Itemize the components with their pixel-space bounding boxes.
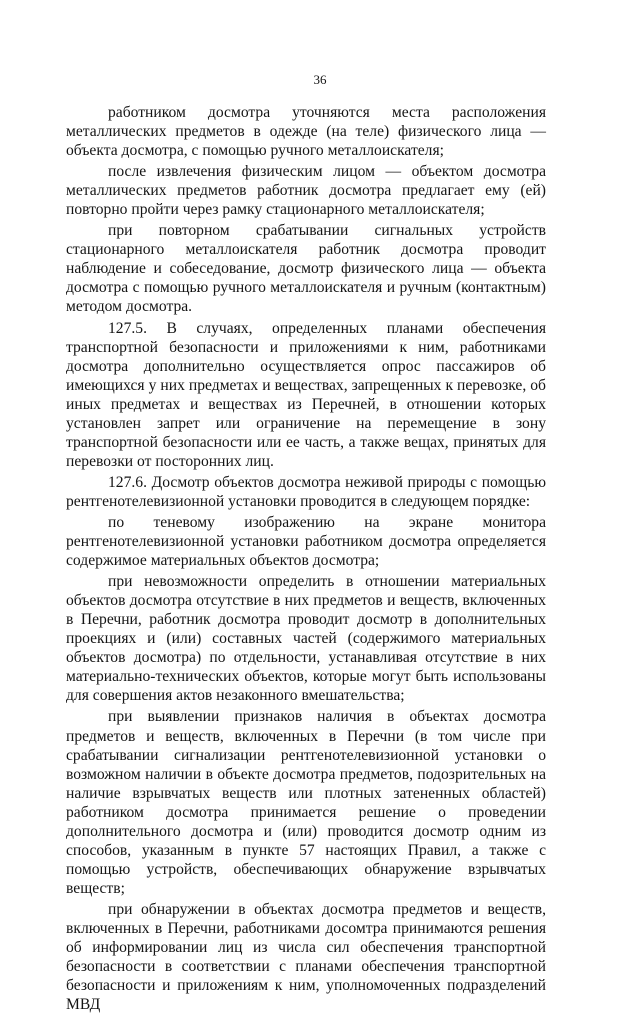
paragraph: при невозможности определить в отношении материальных объектов досмотра отсутствие в них предметов и веществ, включенных в Перечни, работник досмотра проводит досмотр в дополнительных проекциях и (или) составных частей (содержимого материальных объектов досмотра) по отдельности, устанавливая отсутствие в них материально-технических объектов, которые могут быть использованы для совершения актов незаконного вмешательства; — [66, 573, 546, 705]
paragraph: при выявлении признаков наличия в объектах досмотра предметов и веществ, включенных в Перечни (в том числе при срабатывании сигнализации рентгенотелевизионной установки о возможном наличии в объекте досмотра предметов, подозрительных на наличие взрывчатых веществ или плотных затененных областей) работником досмотра принимается решение о проведении дополнительного досмотра и (или) проводится досмотр одним из способов, указанным в пункте 57 настоящих Правил, а также с помощью устройств, обеспечивающих обнаружение взрывчатых веществ; — [66, 708, 546, 897]
paragraph: работником досмотра уточняются места расположения металлических предметов в одежде (на теле) физического лица — объекта досмотра, с помощью ручного металлоискателя; — [66, 104, 546, 160]
page-number: 36 — [313, 72, 327, 87]
paragraph: 127.6. Досмотр объектов досмотра неживой природы с помощью рентгенотелевизионной установки проводится в следующем порядке: — [66, 473, 546, 510]
paragraph: по теневому изображению на экране монитора рентгенотелевизионной установки работником досмотра определяется содержимое материальных объектов досмотра; — [66, 513, 546, 570]
paragraph: после извлечения физическим лицом — объектом досмотра металлических предметов работник досмотра предлагает ему (ей) повторно пройти через рамку стационарного металлоискателя; — [66, 163, 546, 219]
body-text — [66, 103, 546, 1016]
paragraph: 127.5. В случаях, определенных планами обеспечения транспортной безопасности и приложениями к ним, работниками досмотра дополнительно осуществляется опрос пассажиров об имеющихся у них предметах и веществах, запрещенных к перевозке, об иных предметах и веществах из Перечней, в отношении которых установлен запрет или ограничение на перемещение в зону транспортной безопасности или ее часть, а также вещах, принятых для перевозки от посторонних лиц. — [66, 319, 546, 470]
paragraph: при обнаружении в объектах досмотра предметов и веществ, включенных в Перечни, работниками досомтра принимаются решения об информировании лиц из числа сил обеспечения транспортной безопасности в соответствии с планами обеспечения транспортной безопасности и приложениям к ним, уполномоченных подразделений МВД — [66, 900, 546, 1014]
paragraph: при повторном срабатывании сигнальных устройств стационарного металлоискателя работник досмотра проводит наблюдение и собеседование, досмотр физического лица — объекта досмотра с помощью ручного металлоискателя и ручным (контактным) методом досмотра. — [66, 222, 546, 316]
